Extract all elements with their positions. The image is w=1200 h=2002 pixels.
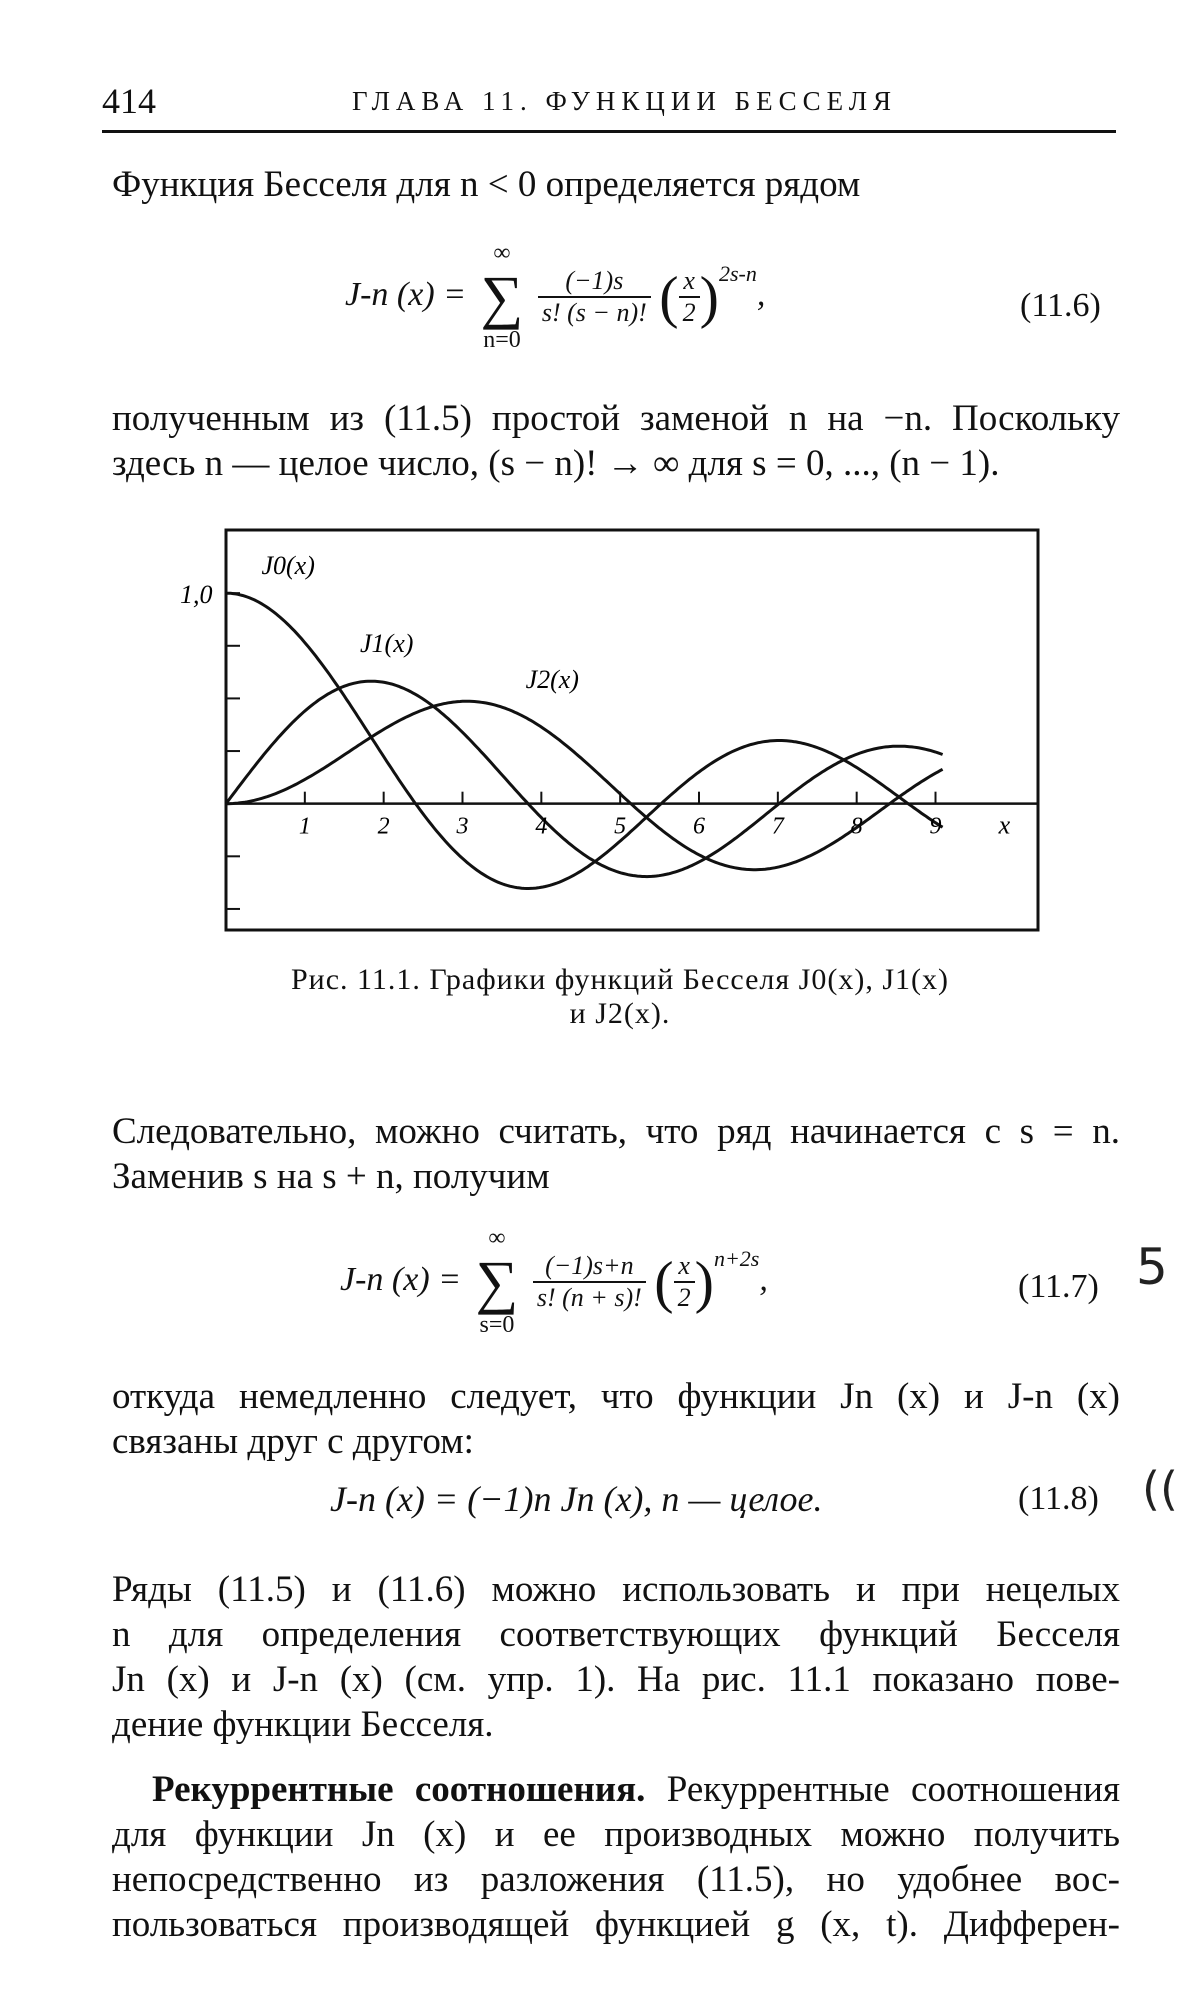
para-after-11-6-line2: здесь n — целое число, (s − n)! → ∞ для s = 0, ..., (n − 1). [112,443,1000,484]
eq-11-7-sum-lower: s=0 [479,1312,515,1338]
chapter-title: ГЛАВА 11. ФУНКЦИИ БЕССЕЛЯ [352,86,898,116]
recurrence-line1-rest: Рекуррентные соотношения [666,1769,1120,1810]
x-tick-label: 2 [377,813,390,840]
curve-j1 [226,681,943,876]
eq-11-6-sum [481,240,524,354]
para-series-line1: Ряды (11.5) и (11.6) можно использовать и при нецелых [112,1569,1120,1610]
sum-symbol: ∑ [480,264,524,330]
eq-11-6-sum-lower: n=0 [483,327,521,353]
eq-11-6-lhs: J-n (x) = [345,275,467,313]
page-number: 414 [102,81,156,121]
eq-11-7-frac-num: (−1)s+n [533,1251,646,1283]
eq-11-7-paren-num: x [674,1251,695,1283]
eq-11-7-frac-den: s! (n + s)! [536,1283,642,1312]
figure-frame [226,530,1038,930]
series-label-j0: J0(x) [261,551,315,581]
para-recurrence-line4: пользоваться производящей функцией g (x, t). Дифферен- [112,1904,1120,1945]
para-series-line4: дение функции Бесселя. [112,1704,494,1745]
recurrence-heading: Рекуррентные соотношения. [152,1769,646,1810]
x-tick-label: 1 [298,813,311,840]
eq-11-7-sum-upper: ∞ [488,1225,506,1251]
para-series-line2: n для определения соответствующих функций Бесселя [112,1614,1120,1655]
x-tick-label: 6 [693,813,706,840]
para-recurrence-line3: непосредственно из разложения (11.5), но удобнее вос- [112,1859,1120,1900]
intro-line: Функция Бесселя для n < 0 определяется рядом [112,164,861,205]
running-head [102,80,1116,133]
para-after-11-7-line2: связаны друг с другом: [112,1421,474,1462]
curve-j2 [226,701,943,869]
x-tick-label: 7 [771,813,784,840]
margin-note-5: 5 [1136,1238,1168,1296]
eq-11-7-exponent: n+2s [713,1245,760,1271]
eq-11-6-paren-num: x [679,266,700,298]
para-after-11-6-line1: полученным из (11.5) простой заменой n на −n. Поскольку [112,398,1120,439]
equation-11-7 [340,1225,768,1339]
equation-11-6 [345,240,765,354]
eq-11-6-fraction [538,266,651,328]
eq-11-7-paren-den: 2 [677,1283,691,1312]
left-paren: ( [659,264,679,330]
series-label-j2: J2(x) [525,664,579,694]
sum-symbol: ∑ [475,1249,519,1315]
right-paren: ) [699,264,719,330]
eq-11-6-trail: , [756,275,766,313]
eq-11-6-sum-upper: ∞ [493,240,511,266]
eq-11-7-lhs: J-n (x) = [340,1260,462,1298]
figure-caption-line2: и J2(x). [569,997,671,1030]
eq-11-6-exponent: 2s-n [718,260,757,286]
equation-11-8: J-n (x) = (−1)n Jn (x), n — целое. [330,1479,823,1519]
eq-11-6-frac-den: s! (s − n)! [541,298,647,327]
equation-number-11-6: (11.6) [1020,287,1101,324]
para-after-figure-line2: Заменив s на s + n, получим [112,1156,550,1197]
para-recurrence-line1 [152,1768,1120,1811]
equation-number-11-7: (11.7) [1018,1268,1099,1305]
para-series-line3: Jn (x) и J-n (x) (см. упр. 1). На рис. 11.1 показано пове- [112,1659,1120,1700]
x-tick-label: 3 [456,813,469,840]
x-tick-label: 5 [614,813,627,840]
curve-j0 [226,593,943,888]
eq-11-7-x-over-2 [674,1251,695,1313]
eq-11-6-frac-num: (−1)s [538,266,651,298]
y-tick-label: 1,0 [180,580,213,610]
eq-11-7-trail: , [759,1260,768,1298]
figure-caption-line1: Рис. 11.1. Графики функций Бесселя J0(x), J1(x) [290,963,949,996]
series-label-j1: J1(x) [360,629,414,659]
eq-11-7-sum [476,1225,519,1339]
x-axis-label: x [998,810,1011,840]
bessel-figure [180,520,1060,940]
x-tick-label: 8 [850,813,863,840]
para-after-11-7-line1: откуда немедленно следует, что функции Jn (x) и J-n (x) [112,1376,1120,1417]
left-paren: ( [654,1249,674,1315]
margin-note-parens: (( [1142,1462,1178,1516]
eq-11-6-x-over-2 [679,266,700,328]
right-paren: ) [694,1249,714,1315]
para-recurrence-line2: для функции Jn (x) и ее производных можно получить [112,1814,1120,1855]
equation-number-11-8: (11.8) [1018,1480,1099,1517]
x-tick-label: 9 [929,813,942,840]
para-after-figure-line1: Следовательно, можно считать, что ряд начинается с s = n. [112,1111,1120,1152]
x-tick-label: 4 [535,813,548,840]
eq-11-7-fraction [533,1251,646,1313]
bessel-curves [226,593,943,888]
eq-11-6-paren-den: 2 [682,298,696,327]
